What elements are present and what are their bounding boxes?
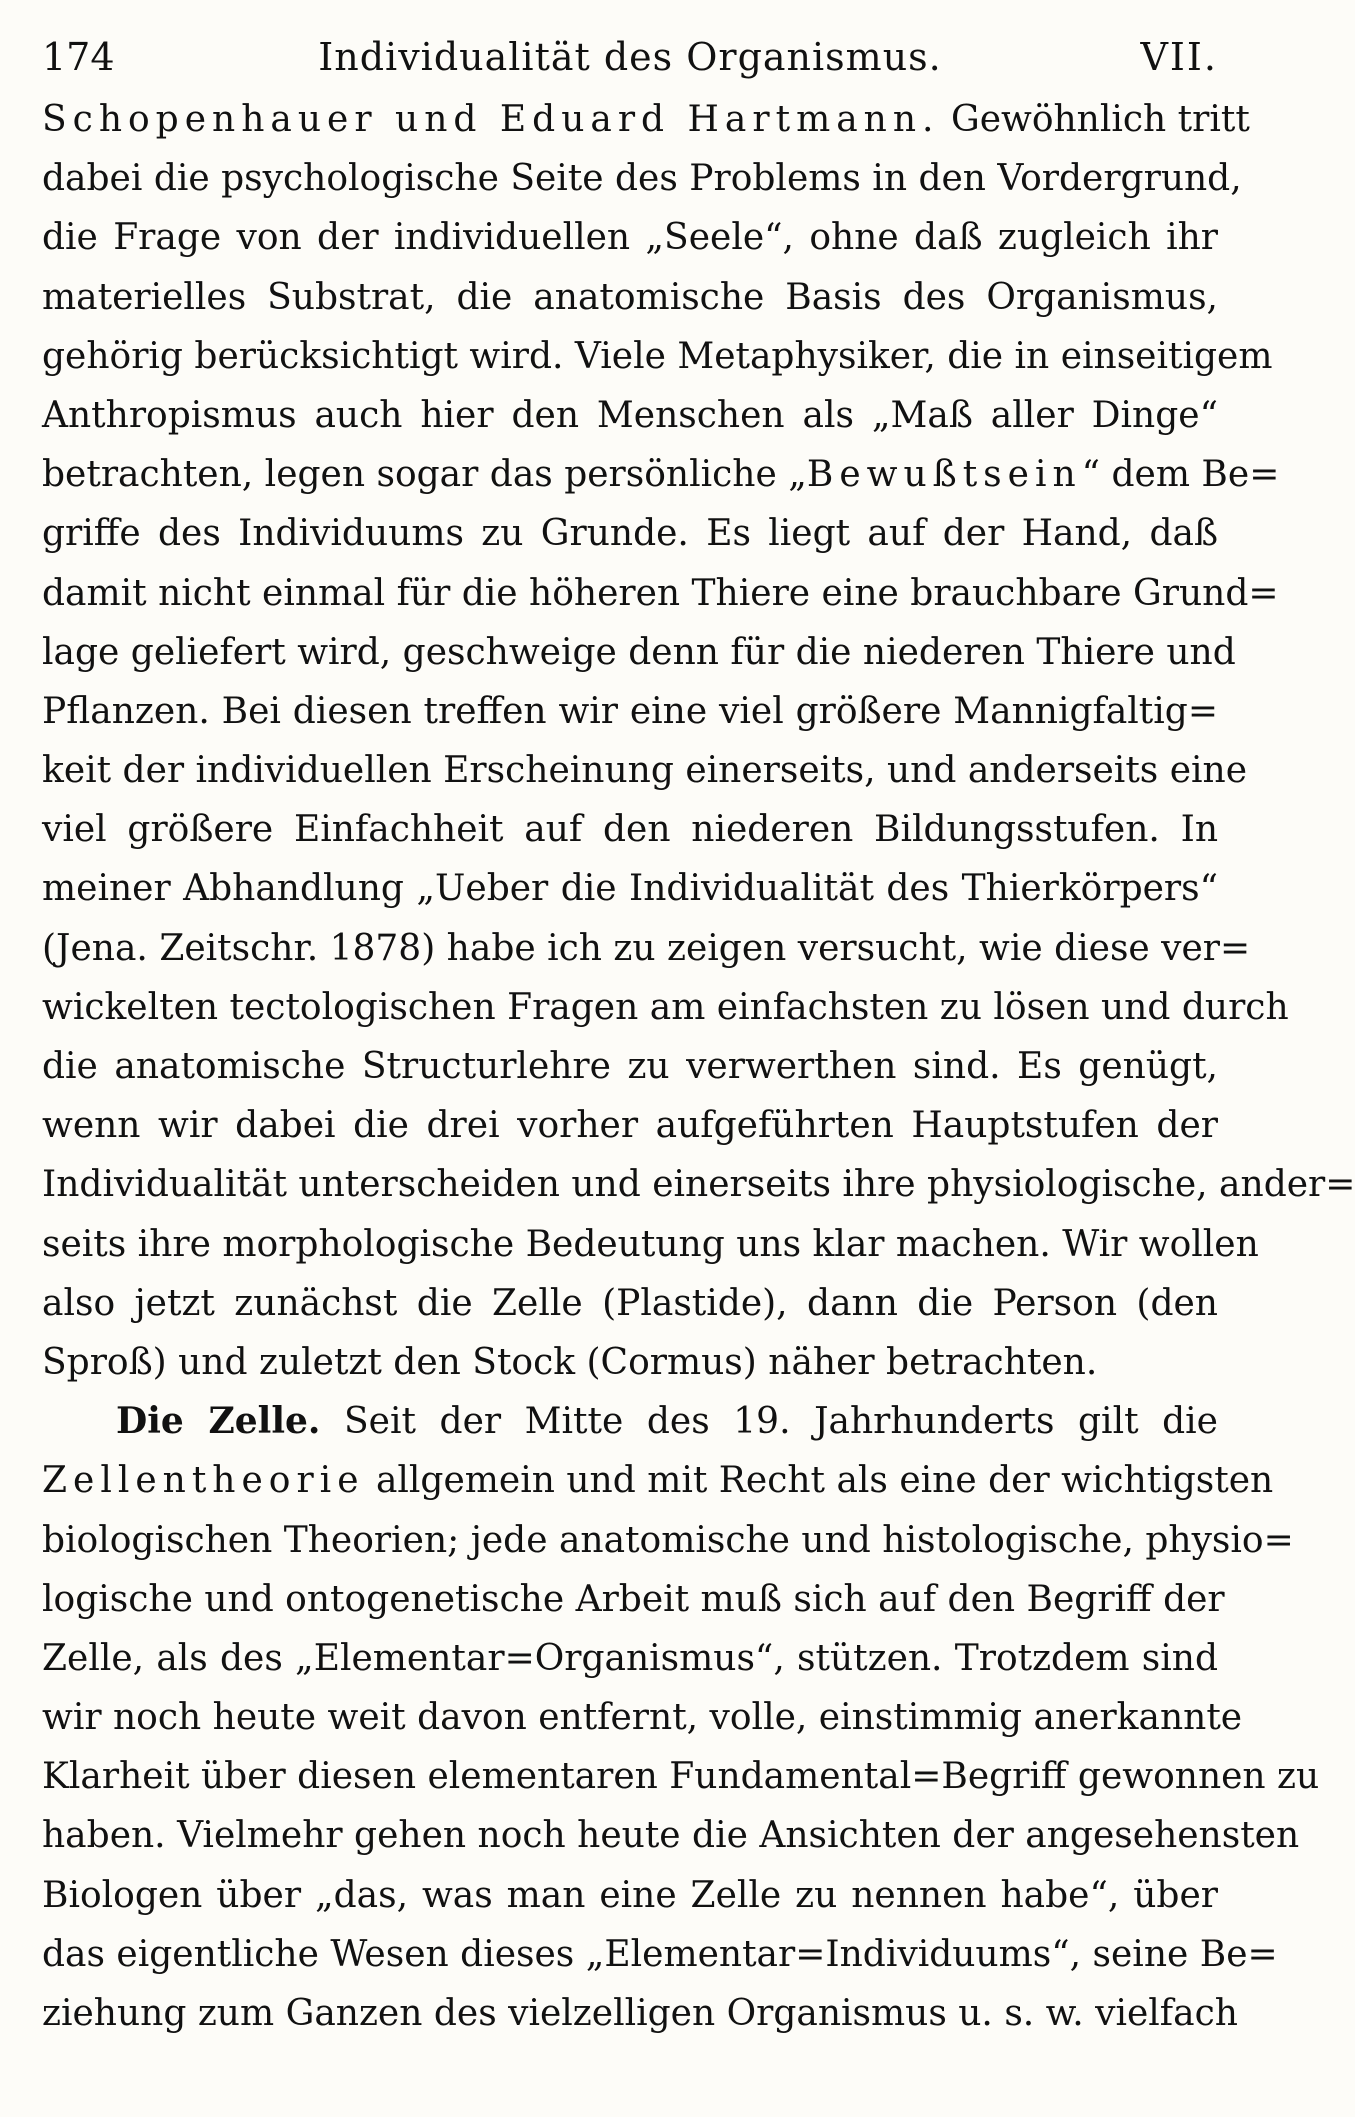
spaced-term: Zellentheorie — [42, 1460, 365, 1502]
text-line: (Jena. Zeitschr. 1878) habe ich zu zeigen versucht, wie diese ver= — [42, 927, 1251, 969]
text-line: ziehung zum Ganzen des vielzelligen Organismus u. s. w. vielfach — [42, 1993, 1238, 2034]
text-line: wickelten tectologischen Fragen am einfachsten zu lösen und durch — [42, 986, 1289, 1028]
text-line: seits ihre morphologische Bedeutung uns klar machen. Wir wollen — [42, 1223, 1259, 1265]
paragraph-1 — [42, 90, 1355, 1392]
running-title: Individualität des Organismus. — [318, 35, 942, 79]
text-line: Pflanzen. Bei diesen treffen wir eine viel größere Mannigfaltig= — [42, 690, 1218, 732]
chapter-number: VII. — [1140, 35, 1218, 79]
page-header — [42, 24, 1218, 90]
text-line: logische und ontogenetische Arbeit muß sich auf den Begriff der — [42, 1578, 1225, 1620]
text-line: Individualität unterscheiden und einerseits ihre physiologische, ander= — [42, 1164, 1355, 1206]
text-line: Klarheit über diesen elementaren Fundamental=Begriff gewonnen zu — [42, 1756, 1320, 1798]
text-line: viel größere Einfachheit auf den niederen Bildungsstufen. In — [42, 809, 1218, 851]
paragraph-2 — [42, 1392, 1320, 2043]
text-line: das eigentliche Wesen dieses „Elementar=Individuums“, seine Be= — [42, 1933, 1278, 1975]
text-line: die Frage von der individuellen „Seele“, ohne daß zugleich ihr — [42, 217, 1218, 259]
text-line: lage geliefert wird, geschweige denn für die niederen Thiere und — [42, 631, 1236, 673]
text-line: keit der individuellen Erscheinung einerseits, und anderseits eine — [42, 750, 1248, 792]
text-line: also jetzt zunächst die Zelle (Plastide), dann die Person (den — [42, 1282, 1218, 1324]
text-line: betrachten, legen sogar das persönliche „Bewußtsein“ dem Be= — [42, 454, 1280, 496]
text-line: Zelle, als des „Elementar=Organismus“, stützen. Trotzdem sind — [42, 1637, 1218, 1679]
spaced-word: Bewußtsein — [806, 454, 1082, 496]
text-line: die anatomische Structurlehre zu verwerthen sind. Es genügt, — [42, 1046, 1218, 1087]
text-line: damit nicht einmal für die höheren Thiere eine brauchbare Grund= — [42, 572, 1279, 614]
text-line: Schopenhauer und Eduard Hartmann. Gewöhnlich tritt — [42, 99, 1250, 140]
text-line: dabei die psychologische Seite des Problems in den Vordergrund, — [42, 158, 1242, 200]
page-number: 174 — [42, 35, 115, 79]
text-line: Die Zelle. Seit der Mitte des 19. Jahrhunderts gilt die — [116, 1400, 1218, 1443]
text-line: wenn wir dabei die drei vorher aufgeführten Hauptstufen der — [42, 1105, 1218, 1147]
text-line: haben. Vielmehr gehen noch heute die Ansichten der angesehensten — [42, 1815, 1300, 1857]
text-line: Anthropismus auch hier den Menschen als „Maß aller Dinge“ — [42, 394, 1218, 436]
section-lead: Die Zelle. — [116, 1400, 321, 1443]
text-line: Biologen über „das, was man eine Zelle zu nennen habe“, über — [42, 1874, 1218, 1916]
text-line: materielles Substrat, die anatomische Basis des Organismus, — [42, 276, 1218, 318]
text-line: Zellentheorie allgemein und mit Recht als eine der wichtigsten — [42, 1460, 1274, 1502]
book-page — [42, 24, 1355, 2094]
text-line: biologischen Theorien; jede anatomische und histologische, physio= — [42, 1519, 1294, 1561]
spaced-names: Schopenhauer und Eduard Hartmann. — [42, 99, 940, 140]
text-line: Sproß) und zuletzt den Stock (Cormus) näher betrachten. — [42, 1341, 1098, 1383]
text-line: meiner Abhandlung „Ueber die Individualität des Thierkörpers“ — [42, 868, 1218, 910]
text-line: wir noch heute weit davon entfernt, volle, einstimmig anerkannte — [42, 1697, 1243, 1739]
text-line: griffe des Individuums zu Grunde. Es liegt auf der Hand, daß — [42, 513, 1218, 555]
text-line: gehörig berücksichtigt wird. Viele Metaphysiker, die in einseitigem — [42, 335, 1273, 377]
